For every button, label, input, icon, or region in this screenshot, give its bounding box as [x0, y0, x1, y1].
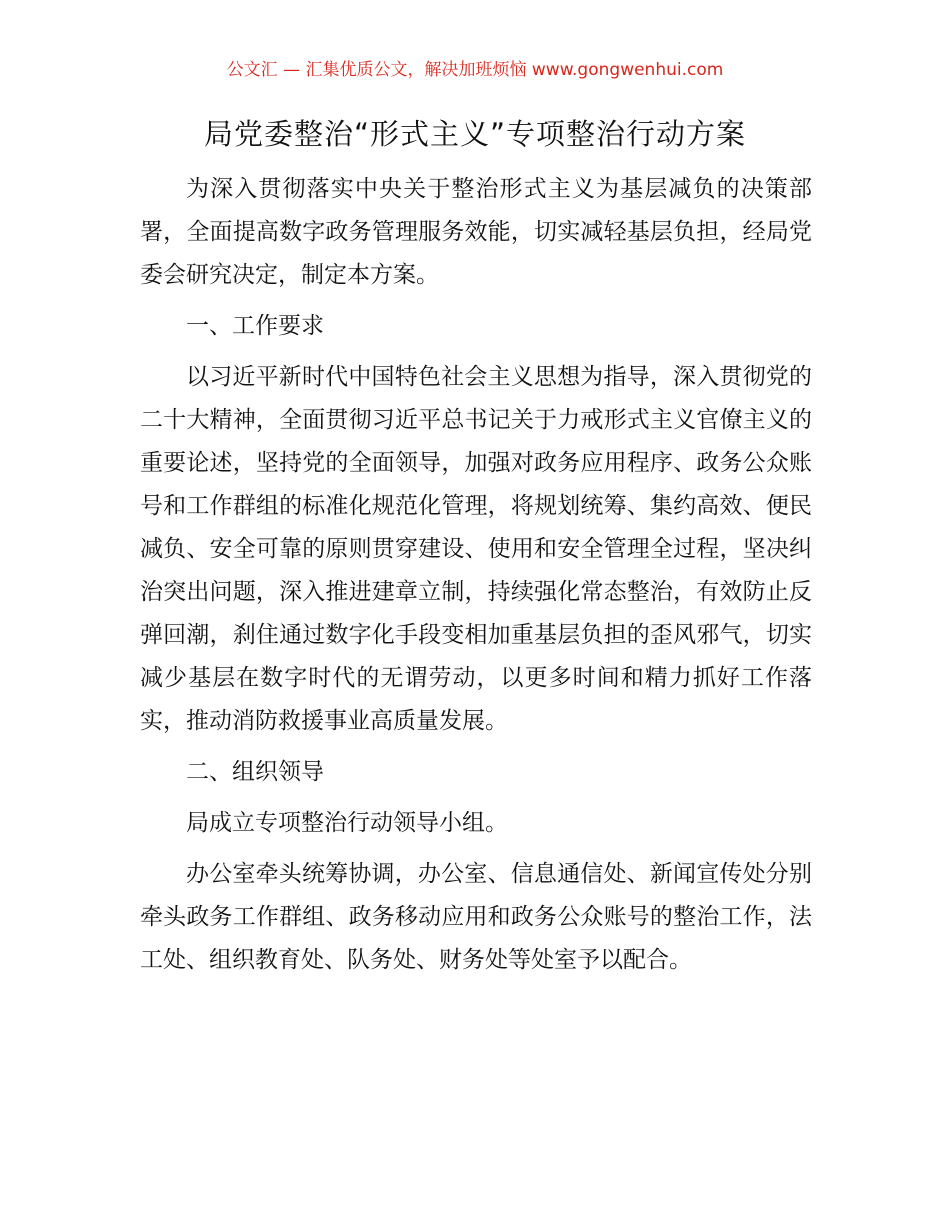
work-requirements-paragraph: 以习近平新时代中国特色社会主义思想为指导，深入贯彻党的二十大精神，全面贯彻习近平总书记关于力戒形式主义官僚主义的重要论述，坚持党的全面领导，加强对政务应用程序、政务公众账号和工作群组的标准化规范化管理，将规划统筹、集约高效、便民减负、安全可靠的原则贯穿建设、使用和安全管理全过程，坚决纠治突出问题，深入推进建章立制，持续强化常态整治，有效防止反弹回潮，刹住通过数字化手段变相加重基层负担的歪风邪气，切实减少基层在数字时代的无谓劳动，以更多时间和精力抓好工作落实，推动消防救援事业高质量发展。: [140, 364, 812, 734]
leading-group-paragraph: 局成立专项整治行动领导小组。: [186, 810, 508, 836]
section-heading-organization: 二、组织领导: [186, 759, 324, 785]
document-title: 局党委整治“形式主义”专项整治行动方案: [203, 117, 747, 151]
header-banner: 公文汇 — 汇集优质公文，解决加班烦恼 www.gongwenhui.com: [226, 60, 724, 80]
section-heading-work-requirements: 一、工作要求: [186, 313, 324, 339]
responsibility-paragraph: 办公室牵头统筹协调，办公室、信息通信处、新闻宣传处分别牵头政务工作群组、政务移动应用和政务公众账号的整治工作，法工处、组织教育处、队务处、财务处等处室予以配合。: [140, 861, 812, 973]
document-body: [140, 168, 812, 990]
intro-paragraph: 为深入贯彻落实中央关于整治形式主义为基层减负的决策部署，全面提高数字政务管理服务效能，切实减轻基层负担，经局党委会研究决定，制定本方案。: [140, 176, 812, 288]
